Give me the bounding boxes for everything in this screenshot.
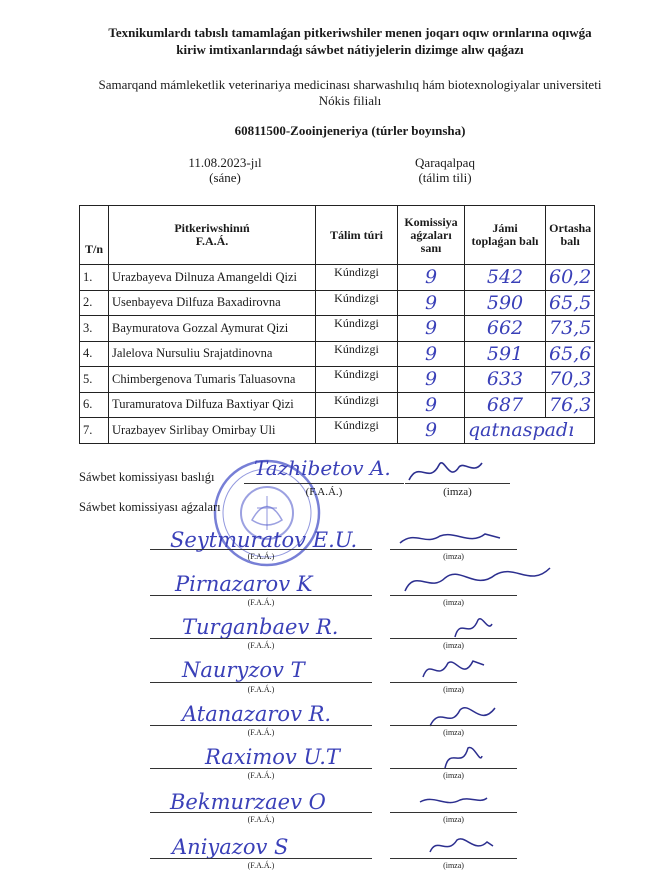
specialty: 60811500-Zooinjeneriya (túrler boyınsha) <box>234 123 466 138</box>
member-signature-line <box>390 682 517 683</box>
row-type: Kúndizgi <box>316 392 398 418</box>
row-commission: 9 <box>398 418 465 444</box>
row-name: Turamuratova Dilfuza Baxtiyar Qizi <box>109 392 316 418</box>
member-name-line <box>150 812 372 813</box>
member-fao-caption: (F.A.Á.) <box>247 598 275 607</box>
member-fao-caption: (F.A.Á.) <box>247 641 275 650</box>
member-signature <box>395 528 505 550</box>
member-name-handwritten: Atanazarov R. <box>182 702 332 726</box>
member-signature-line <box>390 812 517 813</box>
date-caption: (sáne) <box>209 170 241 185</box>
row-commission: 9 <box>398 316 465 342</box>
member-signature <box>425 832 495 860</box>
member-name-handwritten: Nauryzov T <box>182 658 305 682</box>
members-label: Sáwbet komissiyası aǵzaları <box>79 500 221 514</box>
member-name-handwritten: Aniyazov S <box>172 835 289 859</box>
member-signature <box>440 742 485 774</box>
member-name-line <box>150 549 372 550</box>
row-type: Kúndizgi <box>316 316 398 342</box>
member-imza-caption: (imza) <box>443 728 464 737</box>
member-name-handwritten: Raximov U.T <box>205 745 340 769</box>
member-name-handwritten: Seytmuratov E.U. <box>170 528 358 552</box>
member-signature-line <box>390 638 517 639</box>
row-total: 633 <box>465 367 546 393</box>
member-imza-caption: (imza) <box>443 815 464 824</box>
row-no: 5. <box>80 367 109 393</box>
chair-signature-line <box>405 483 510 484</box>
header-total-line-2: toplaǵan balı <box>471 234 539 248</box>
header-average-line-2: balı <box>560 234 580 248</box>
row-type: Kúndizgi <box>316 418 398 444</box>
table-row <box>80 316 595 342</box>
table-row <box>80 290 595 316</box>
header-commission <box>398 206 465 265</box>
member-signature-line <box>390 549 517 550</box>
member-fao-caption: (F.A.Á.) <box>247 685 275 694</box>
member-fao-caption: (F.A.Á.) <box>247 771 275 780</box>
header-commission-line-3: sanı <box>420 240 442 255</box>
row-commission: 9 <box>398 392 465 418</box>
chair-imza-caption: (imza) <box>443 486 472 498</box>
header-name-line-1: Pitkeriwshinıń <box>174 221 250 235</box>
member-name-line <box>150 768 372 769</box>
row-name: Chimbergenova Tumaris Taluasovna <box>109 367 316 393</box>
date-value: 11.08.2023-jıl <box>188 155 262 170</box>
row-average: 60,2 <box>546 265 595 291</box>
table-row <box>80 367 595 393</box>
header-commission-line-1: Komissiya <box>404 214 458 229</box>
table-row <box>80 265 595 291</box>
row-name: Jalelova Nursuliu Srajatdinovna <box>109 341 316 367</box>
header-type: Tálim túri <box>316 206 398 265</box>
header-no: T/n <box>80 206 109 265</box>
header-name <box>109 206 316 265</box>
header-commission-line-2: aǵzaları <box>410 227 452 242</box>
row-average: 76,3 <box>546 392 595 418</box>
date-block <box>155 155 295 185</box>
document-title <box>60 24 640 58</box>
results-table <box>79 205 595 444</box>
row-name: Urazbayeva Dilnuza Amangeldi Qizi <box>109 265 316 291</box>
row-average: 65,6 <box>546 341 595 367</box>
member-signature-line <box>390 725 517 726</box>
table-row <box>80 341 595 367</box>
row-total: 687 <box>465 392 546 418</box>
chair-fao-caption: (F.A.Á.) <box>305 486 343 498</box>
institution-line-1: Samarqand mámleketlik veterinariya medicinası sharwashılıq hám biotexnologiyalar universiteti <box>98 77 602 92</box>
row-name: Baymuratova Gozzal Aymurat Qizi <box>109 316 316 342</box>
member-name-handwritten: Turganbaev R. <box>182 615 339 639</box>
row-no: 1. <box>80 265 109 291</box>
member-imza-caption: (imza) <box>443 552 464 561</box>
row-type: Kúndizgi <box>316 367 398 393</box>
chair-name-handwritten: Tazhibetov A. <box>254 456 391 480</box>
row-total: 591 <box>465 341 546 367</box>
member-signature <box>415 790 490 812</box>
header-total <box>465 206 546 265</box>
member-signature <box>395 563 555 597</box>
row-type: Kúndizgi <box>316 265 398 291</box>
row-type: Kúndizgi <box>316 290 398 316</box>
table-row <box>80 392 595 418</box>
member-signature-line <box>390 768 517 769</box>
member-imza-caption: (imza) <box>443 598 464 607</box>
member-name-handwritten: Bekmurzaev O <box>170 790 326 814</box>
chair-label: Sáwbet komissiyası baslıǵı <box>79 470 215 484</box>
language-block <box>380 155 510 185</box>
member-name-line <box>150 638 372 639</box>
row-no: 7. <box>80 418 109 444</box>
member-signature-line <box>390 858 517 859</box>
header-total-line-1: Jámi <box>492 221 518 235</box>
language-value: Qaraqalpaq <box>415 155 475 170</box>
chair-name-line <box>244 483 404 484</box>
row-total: 542 <box>465 265 546 291</box>
row-total: 590 <box>465 290 546 316</box>
row-no: 6. <box>80 392 109 418</box>
header-average <box>546 206 595 265</box>
row-commission: 9 <box>398 367 465 393</box>
table-row <box>80 418 595 444</box>
member-imza-caption: (imza) <box>443 685 464 694</box>
row-name: Usenbayeva Dilfuza Baxadirovna <box>109 290 316 316</box>
row-average: 73,5 <box>546 316 595 342</box>
header-name-line-2: F.A.Á. <box>195 234 229 248</box>
row-commission: 9 <box>398 290 465 316</box>
language-caption: (tálim tili) <box>418 170 472 185</box>
row-no: 4. <box>80 341 109 367</box>
row-total: 662 <box>465 316 546 342</box>
row-commission: 9 <box>398 341 465 367</box>
header-average-line-1: Ortasha <box>549 221 592 235</box>
row-type: Kúndizgi <box>316 341 398 367</box>
member-name-line <box>150 682 372 683</box>
member-signature <box>418 655 488 685</box>
member-imza-caption: (imza) <box>443 641 464 650</box>
member-fao-caption: (F.A.Á.) <box>247 861 275 870</box>
member-imza-caption: (imza) <box>443 861 464 870</box>
table-header-row <box>80 206 595 265</box>
institution <box>60 77 640 109</box>
row-no: 3. <box>80 316 109 342</box>
member-name-handwritten: Pirnazarov K <box>175 572 313 596</box>
member-fao-caption: (F.A.Á.) <box>247 815 275 824</box>
row-total: qatnaspadı <box>465 418 595 444</box>
member-fao-caption: (F.A.Á.) <box>247 552 275 561</box>
row-average: 70,3 <box>546 367 595 393</box>
member-imza-caption: (imza) <box>443 771 464 780</box>
member-signature-line <box>390 595 517 596</box>
row-average: 65,5 <box>546 290 595 316</box>
row-no: 2. <box>80 290 109 316</box>
title-line-1: Texnikumlardı tabıslı tamamlaǵan pitkeriwshiler menen joqarı oqıw orınlarına oqıwǵa <box>108 25 592 40</box>
row-commission: 9 <box>398 265 465 291</box>
row-name: Urazbayev Sirlibay Omirbay Uli <box>109 418 316 444</box>
member-fao-caption: (F.A.Á.) <box>247 728 275 737</box>
member-name-line <box>150 858 372 859</box>
institution-line-2: Nókis filialı <box>318 93 382 108</box>
member-name-line <box>150 725 372 726</box>
member-name-line <box>150 595 372 596</box>
title-line-2: kiriw imtixanlarındaǵı sáwbet nátiyjelerin dizimge alıw qaǵazı <box>176 42 524 57</box>
